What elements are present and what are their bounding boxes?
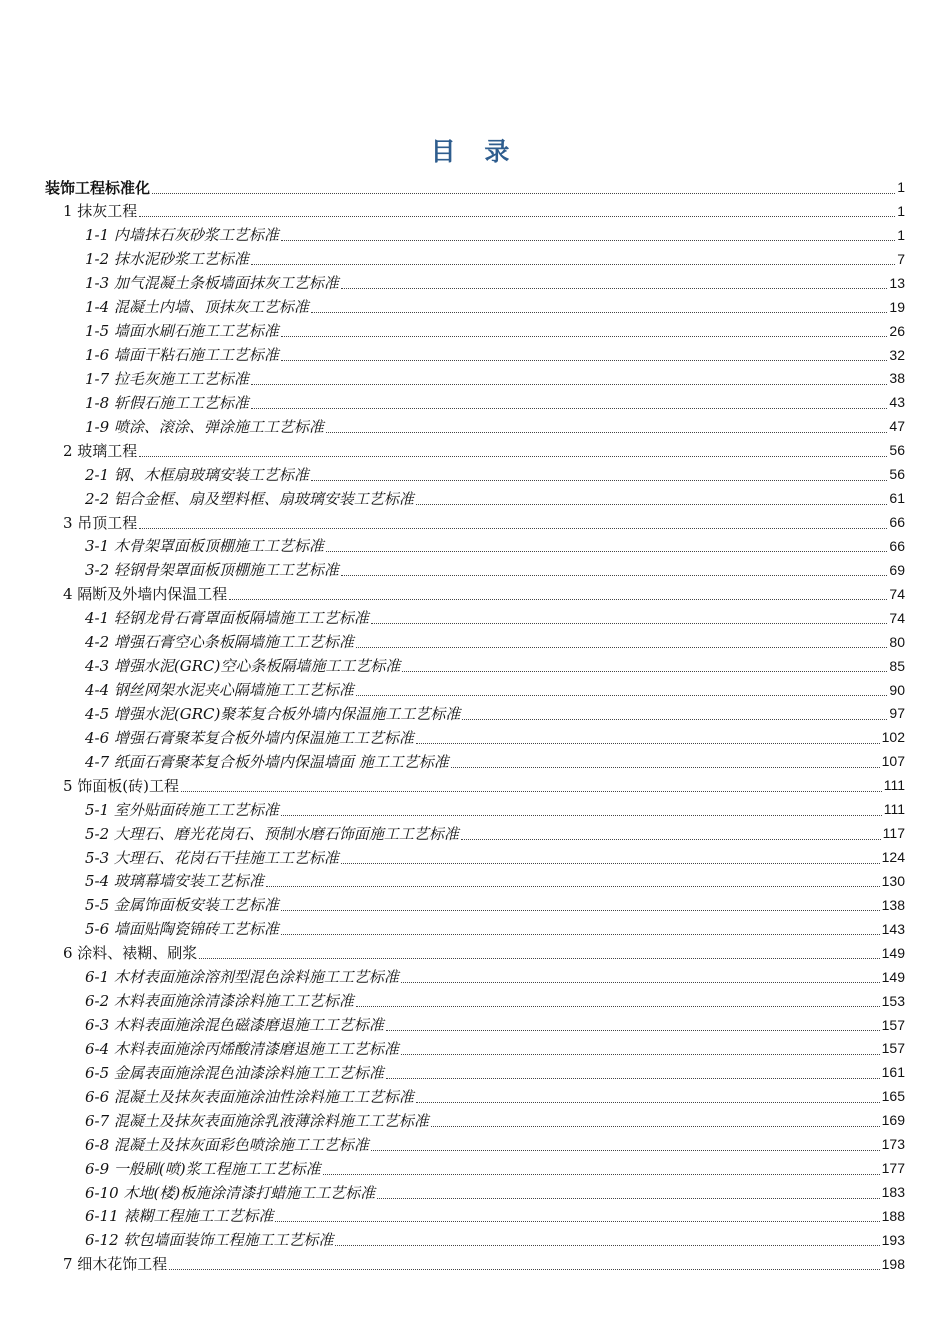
toc-entry-label: 4-7 纸面石膏聚苯复合板外墙内保温墙面 施工工艺标准 [85,752,449,771]
toc-leader-dots [462,719,887,720]
toc-section-entry[interactable] [85,462,905,486]
toc-leader-dots [281,240,895,241]
toc-section-entry[interactable] [85,486,905,510]
toc-chapter-entry[interactable] [63,510,905,534]
toc-page-number: 193 [881,1231,905,1248]
toc-leader-dots [169,1269,879,1270]
toc-section-entry[interactable] [85,1132,905,1156]
toc-heading-entry[interactable] [45,175,905,199]
toc-entry-label: 1-1 内墙抹石灰砂浆工艺标准 [85,226,279,245]
toc-leader-dots [139,456,887,457]
toc-entry-label: 4-6 增强石膏聚苯复合板外墙内保温施工工艺标准 [85,728,414,747]
toc-section-entry[interactable] [85,247,905,271]
toc-entry-label: 6-6 混凝土及抹灰表面施涂油性涂料施工工艺标准 [85,1087,414,1106]
toc-entry-label: 5-5 金属饰面板安装工艺标准 [85,896,279,915]
toc-entry-label: 4-1 轻钢龙骨石膏罩面板隔墙施工工艺标准 [85,609,369,628]
toc-leader-dots [386,1030,880,1031]
toc-chapter-entry[interactable] [63,941,905,965]
toc-section-entry[interactable] [85,821,905,845]
toc-chapter-entry[interactable] [63,438,905,462]
toc-section-entry[interactable] [85,1084,905,1108]
toc-entry-label: 6-9 一般刷(喷)浆工程施工工艺标准 [85,1159,321,1178]
toc-leader-dots [402,671,887,672]
toc-section-entry[interactable] [85,797,905,821]
toc-leader-dots [152,193,895,194]
toc-leader-dots [311,312,887,313]
toc-section-entry[interactable] [85,390,905,414]
toc-section-entry[interactable] [85,1013,905,1037]
toc-entry-label: 1-5 墙面水刷石施工工艺标准 [85,322,279,341]
toc-page-number: 138 [881,896,905,913]
toc-leader-dots [326,432,887,433]
toc-entry-label: 1-9 喷涂、滚涂、弹涂施工工艺标准 [85,417,324,436]
toc-section-entry[interactable] [85,893,905,917]
toc-leader-dots [341,288,887,289]
toc-section-entry[interactable] [85,701,905,725]
toc-chapter-entry[interactable] [63,1252,905,1276]
toc-page-number: 107 [881,753,905,770]
toc-section-entry[interactable] [85,1228,905,1252]
toc-leader-dots [401,1054,880,1055]
toc-page-number: 1 [897,179,905,195]
toc-leader-dots [326,551,887,552]
toc-entry-label: 4-3 增强水泥(GRC)空心条板隔墙施工工艺标准 [85,657,401,676]
toc-entry-label: 1-7 拉毛灰施工工艺标准 [85,369,249,388]
toc-section-entry[interactable] [85,343,905,367]
toc-leader-dots [356,695,887,696]
toc-section-entry[interactable] [85,295,905,319]
toc-leader-dots [431,1126,880,1127]
toc-entry-label: 6-5 金属表面施涂混色油漆涂料施工工艺标准 [85,1063,384,1082]
toc-section-entry[interactable] [85,1156,905,1180]
toc-page-number: 188 [881,1207,905,1224]
toc-section-entry[interactable] [85,678,905,702]
toc-page-number: 177 [881,1160,905,1177]
toc-page-number: 198 [881,1255,905,1272]
toc-entry-label: 2-1 钢、木框扇玻璃安装工艺标准 [85,465,309,484]
toc-leader-dots [199,958,879,959]
toc-page-number: 169 [881,1112,905,1129]
toc-entry-label: 1-6 墙面干粘石施工工艺标准 [85,346,279,364]
toc-leader-dots [251,384,887,385]
toc-leader-dots [139,216,895,217]
toc-chapter-entry[interactable] [63,582,905,606]
toc-page-number: 97 [889,705,905,722]
toc-entry-label: 2-2 铝合金框、扇及塑料框、扇玻璃安装工艺标准 [85,489,414,508]
toc-page-number: 111 [883,801,905,818]
toc-entry-label: 6-8 混凝土及抹灰面彩色喷涂施工工艺标准 [85,1135,369,1154]
toc-leader-dots [229,599,887,600]
toc-page-number: 19 [889,298,905,315]
toc-page-number: 102 [881,729,905,746]
toc-leader-dots [356,647,887,648]
toc-page-number: 74 [889,609,905,626]
toc-entry-label: 6-12 软包墙面装饰工程施工工艺标准 [85,1231,334,1250]
toc-leader-dots [281,815,882,816]
toc-entry-label: 6-10 木地(楼)板施涂清漆打蜡施工工艺标准 [85,1183,376,1202]
toc-entry-label: 6 涂料、裱糊、刷浆 [63,944,198,963]
toc-leader-dots [281,360,887,361]
toc-leader-dots [181,791,882,792]
toc-page-number: 47 [889,418,905,435]
toc-page-number: 165 [881,1088,905,1105]
toc-leader-dots [281,934,880,935]
toc-entry-label: 5-6 墙面贴陶瓷锦砖工艺标准 [85,920,279,939]
toc-leader-dots [416,504,887,505]
toc-entry-label: 4 隔断及外墙内保温工程 [63,585,228,604]
toc-page-number: 149 [881,944,905,961]
toc-entry-label: 1-4 混凝土内墙、顶抹灰工艺标准 [85,298,309,317]
toc-entry-label: 1 抹灰工程 [63,202,138,221]
toc-entry-label: 4-5 增强水泥(GRC)聚苯复合板外墙内保温施工工艺标准 [85,704,461,723]
toc-section-entry[interactable] [85,366,905,390]
toc-entry-label: 6-3 木料表面施涂混色磁漆磨退施工工艺标准 [85,1016,384,1035]
toc-section-entry[interactable] [85,630,905,654]
toc-leader-dots [371,1150,880,1151]
toc-leader-dots [281,336,887,337]
toc-entry-label: 5-3 大理石、花岗石干挂施工工艺标准 [85,848,339,867]
toc-leader-dots [451,767,880,768]
toc-section-entry[interactable] [85,1036,905,1060]
toc-title: 目 录 [430,137,520,166]
toc-page-number: 69 [889,561,905,578]
toc-section-entry[interactable] [85,869,905,893]
toc-entry-label: 装饰工程标准化 [45,178,151,197]
toc-chapter-entry[interactable] [63,199,905,223]
toc-page-number: 66 [889,537,905,554]
toc-leader-dots [371,623,887,624]
toc-entry-label: 6-4 木料表面施涂丙烯酸清漆磨退施工工艺标准 [85,1039,399,1058]
toc-leader-dots [341,575,887,576]
toc-entry-label: 6-7 混凝土及抹灰表面施涂乳液薄涂料施工工艺标准 [85,1111,429,1130]
toc-leader-dots [251,264,895,265]
toc-page-number: 13 [889,274,905,291]
toc-page-number: 173 [881,1136,905,1153]
toc-leader-dots [139,528,887,529]
toc-page-number: 149 [881,968,905,985]
toc-section-entry[interactable] [85,558,905,582]
toc-page-number: 153 [881,992,905,1009]
toc-page-number: 124 [881,849,905,866]
toc-section-entry[interactable] [85,845,905,869]
toc-leader-dots [356,1006,880,1007]
toc-section-entry[interactable] [85,1108,905,1132]
toc-leader-dots [311,480,887,481]
toc-section-entry[interactable] [85,917,905,941]
toc-page-number: 111 [883,777,905,794]
toc-entry-label: 1-3 加气混凝土条板墙面抹灰工艺标准 [85,274,339,293]
toc-leader-dots [335,1245,879,1246]
toc-entry-label: 6-11 裱糊工程施工工艺标准 [85,1207,274,1226]
toc-section-entry[interactable] [85,965,905,989]
toc-page-number: 66 [889,514,905,531]
toc-entry-label: 3-1 木骨架罩面板顶棚施工工艺标准 [85,537,324,556]
toc-section-entry[interactable] [85,1204,905,1228]
toc-page-number: 74 [889,585,905,602]
toc-section-entry[interactable] [85,534,905,558]
toc-page-number: 80 [889,633,905,650]
toc-leader-dots [275,1221,879,1222]
toc-leader-dots [401,982,880,983]
toc-entry-label: 7 细木花饰工程 [63,1255,168,1274]
toc-chapter-entry[interactable] [63,773,905,797]
toc-leader-dots [416,743,880,744]
toc-entry-label: 1-8 斩假石施工工艺标准 [85,393,249,412]
toc-leader-dots [416,1102,880,1103]
toc-section-entry[interactable] [85,223,905,247]
toc-section-entry[interactable] [85,271,905,295]
toc-entry-label: 5-1 室外贴面砖施工工艺标准 [85,800,279,819]
toc-entry-label: 6-1 木材表面施涂溶剂型混色涂料施工工艺标准 [85,968,399,987]
toc-entry-label: 3-2 轻钢骨架罩面板顶棚施工工艺标准 [85,561,339,580]
toc-page-number: 38 [889,370,905,387]
toc-page-number: 56 [889,466,905,483]
toc-page-number: 32 [889,346,905,363]
toc-section-entry[interactable] [85,749,905,773]
toc-page-number: 143 [881,920,905,937]
toc-leader-dots [377,1198,879,1199]
toc-leader-dots [266,886,880,887]
toc-section-entry[interactable] [85,319,905,343]
toc-page-number: 183 [881,1184,905,1201]
toc-page-number: 157 [881,1016,905,1033]
toc-entry-label: 5-2 大理石、磨光花岗石、预制水磨石饰面施工工艺标准 [85,824,459,843]
toc-page-number: 90 [889,681,905,698]
toc-entry-label: 2 玻璃工程 [63,441,138,460]
toc-entry-label: 4-2 增强石膏空心条板隔墙施工工艺标准 [85,633,354,652]
toc-section-entry[interactable] [85,414,905,438]
toc-leader-dots [341,863,880,864]
toc-entry-label: 6-2 木料表面施涂清漆涂料施工工艺标准 [85,992,354,1011]
toc-page-number: 157 [881,1040,905,1057]
toc-page-number: 26 [889,322,905,339]
toc-page-number: 43 [889,394,905,411]
toc-section-entry[interactable] [85,1060,905,1084]
toc-leader-dots [281,910,880,911]
toc-page-number: 7 [897,250,905,267]
toc-entry-label: 5-4 玻璃幕墙安装工艺标准 [85,872,264,891]
toc-page-number: 85 [889,657,905,674]
toc-leader-dots [323,1174,880,1175]
toc-section-entry[interactable] [85,989,905,1013]
toc-leader-dots [461,839,881,840]
toc-entry-label: 4-4 钢丝网架水泥夹心隔墙施工工艺标准 [85,681,354,700]
toc-page-number: 161 [881,1064,905,1081]
toc-page-number: 61 [889,490,905,507]
toc-section-entry[interactable] [85,725,905,749]
toc-section-entry[interactable] [85,606,905,630]
toc-entry-label: 5 饰面板(砖)工程 [63,776,180,795]
toc-section-entry[interactable] [85,654,905,678]
toc-page-number: 56 [889,442,905,459]
toc-leader-dots [251,408,887,409]
toc-page-number: 130 [881,872,905,889]
toc-leader-dots [386,1078,880,1079]
toc-entry-label: 3 吊顶工程 [63,513,138,532]
toc-entry-label: 1-2 抹水泥砂浆工艺标准 [85,250,249,269]
toc-page-number: 117 [882,825,905,842]
toc-page-number: 1 [897,226,905,243]
toc-section-entry[interactable] [85,1180,905,1204]
toc-page-number: 1 [897,202,905,219]
